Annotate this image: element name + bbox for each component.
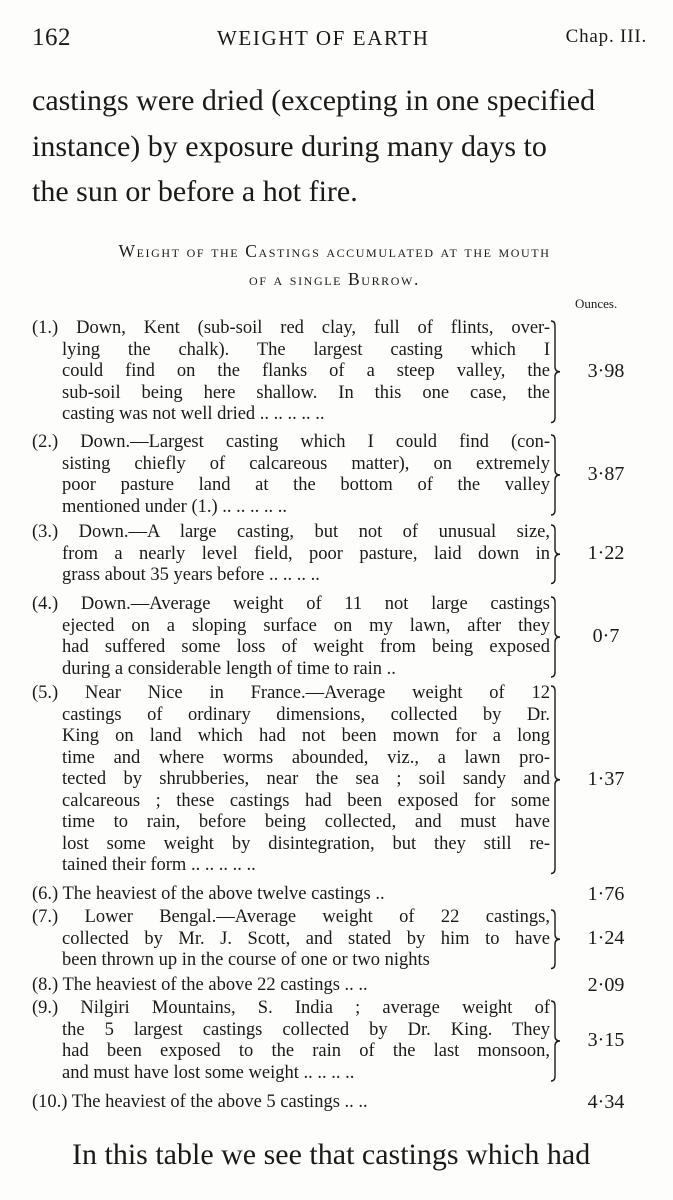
table-title: Weight of the Castings accumulated at the mouth [118, 241, 551, 261]
entry-text [32, 907, 550, 972]
entry-line: (10.) The heaviest of the above 5 castings .. .. [32, 1092, 368, 1112]
brace-mark [550, 909, 560, 970]
entry-line: the 5 largest castings collected by Dr. King. They [62, 1019, 550, 1040]
table-title-continued: of a single Burrow. [249, 269, 420, 289]
entry-line: ejected on a sloping surface on my lawn, after they [62, 615, 550, 636]
intro-line: instance) by exposure during many days to [32, 129, 547, 163]
entry-text [32, 594, 550, 680]
entry-text [32, 432, 550, 518]
ounces-value: 1·37 [587, 767, 625, 790]
entry-line: (2.) Down.—Largest casting which I could find (con- [32, 432, 550, 452]
entry-line: castings of ordinary dimensions, collected by Dr. [62, 704, 550, 725]
chapter-label: Chap. III. [565, 26, 647, 47]
running-title: WEIGHT OF EARTH [217, 26, 430, 50]
entry-line: (6.) The heaviest of the above twelve castings .. [32, 884, 385, 904]
entry-text [32, 998, 550, 1084]
ounces-value: 3·15 [587, 1029, 625, 1051]
entry-line: casting was not well dried .. .. .. .. .. [62, 404, 325, 424]
entry-text [32, 683, 550, 877]
entry-line: King on land which had not been mown for a long [62, 726, 550, 746]
table-entry [32, 998, 652, 1084]
entry-text [32, 1092, 550, 1114]
brace-mark [550, 685, 560, 875]
entry-line: (9.) Nilgiri Mountains, S. India ; average weight of [32, 998, 550, 1018]
table-entry [32, 522, 652, 587]
ounces-value: 2·09 [587, 973, 625, 996]
entry-line: tained their form .. .. .. .. .. [62, 855, 256, 875]
entry-line: (7.) Lower Bengal.—Average weight of 22 castings, [32, 907, 550, 927]
entry-line: could find on the flanks of a steep valley, the [62, 361, 550, 381]
entry-line: during a considerable length of time to rain .. [62, 658, 396, 679]
entry-line: (5.) Near Nice in France.—Average weight of 12 [32, 683, 550, 703]
entry-line: grass about 35 years before .. .. .. .. [62, 565, 320, 585]
running-header [32, 20, 647, 60]
ounces-value: 3·98 [587, 359, 625, 382]
table-entry [32, 683, 652, 877]
entry-line: (1.) Down, Kent (sub-soil red clay, full of flints, over- [32, 318, 550, 338]
brace-mark [550, 524, 560, 585]
entry-line: from a nearly level field, poor pasture, laid down in [62, 543, 550, 564]
table-entry [32, 975, 652, 997]
brace-mark [550, 596, 560, 678]
table-entry [32, 594, 652, 680]
page-number: 162 [32, 24, 71, 51]
entry-line: time and where worms abounded, viz., a lawn pro- [62, 747, 550, 768]
entry-text [32, 884, 550, 906]
closing-line: In this table we see that castings which had [72, 1138, 591, 1171]
brace-mark [550, 1000, 560, 1082]
entry-line: had suffered some loss of weight from being exposed [62, 637, 550, 657]
entry-line: (3.) Down.—A large casting, but not of unusual size, [32, 522, 550, 542]
ounces-value: 3·87 [587, 463, 625, 485]
table-entry [32, 318, 652, 426]
entry-line: (8.) The heaviest of the above 22 castings .. .. [32, 975, 368, 995]
entry-line: poor pasture land at the bottom of the valley [62, 475, 550, 495]
ounces-value: 1·76 [587, 882, 625, 905]
ounces-value: 1·24 [587, 927, 625, 950]
entry-line: sisting chiefly of calcareous matter), on extremely [62, 453, 550, 474]
entry-line: mentioned under (1.) .. .. .. .. .. [62, 496, 288, 517]
units-label: Ounces. [575, 296, 618, 311]
brace-mark [550, 434, 560, 516]
ounces-value: 4·34 [587, 1090, 625, 1113]
entry-line: sub-soil being here shallow. In this one case, the [62, 382, 550, 403]
entry-line: collected by Mr. J. Scott, and stated by him to have [62, 928, 550, 949]
intro-paragraph [32, 78, 650, 215]
entry-text [32, 975, 550, 997]
intro-line: castings were dried (excepting in one specified [32, 84, 596, 117]
entry-line: calcareous ; these castings had been exposed for some [62, 790, 550, 811]
table-entry [32, 884, 652, 906]
ounces-value: 1·22 [587, 542, 625, 565]
table-entry [32, 1092, 652, 1114]
table-entry [32, 907, 652, 972]
ounces-value: 0·7 [592, 625, 620, 647]
entry-line: tected by shrubberies, near the sea ; soil sandy and [62, 769, 550, 789]
entry-text [32, 318, 550, 426]
entry-line: had been exposed to the rain of the last monsoon, [62, 1041, 550, 1061]
entry-line: time to rain, before being collected, and must have [62, 812, 550, 832]
entry-text [32, 522, 550, 587]
entry-line: lost some weight by disintegration, but they still re- [62, 833, 550, 854]
brace-mark [550, 320, 560, 424]
entry-line: and must have lost some weight .. .. .. .. [62, 1062, 355, 1083]
table-entry [32, 432, 652, 518]
entry-line: been thrown up in the course of one or two nights [62, 950, 430, 970]
intro-line: the sun or before a hot fire. [32, 175, 358, 208]
entry-line: (4.) Down.—Average weight of 11 not large castings [32, 594, 550, 614]
entry-line: lying the chalk). The largest casting which I [62, 339, 550, 360]
